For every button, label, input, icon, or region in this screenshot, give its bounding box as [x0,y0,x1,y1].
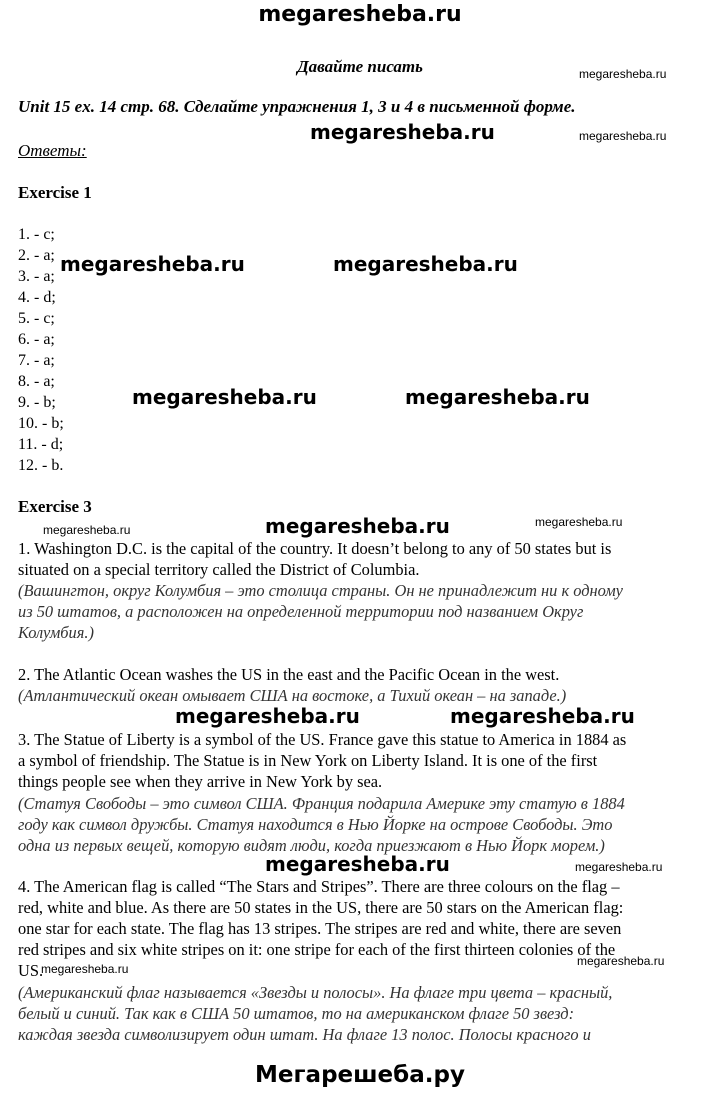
list-item: 9. - b; [18,394,56,411]
list-item: 2. - a; [18,247,55,264]
ex3-item3-en-line3: things people see when they arrive in New York by sea. [18,772,383,791]
ex3-item4-en-line3: one star for each state. The flag has 13 stripes. The stripes are red and white, there are seven [18,919,622,938]
watermark: megaresheba.ru [265,852,450,876]
ex3-item3-ru-line1: (Статуя Свободы – это символ США. Франция подарила Америке эту статую в 1884 [18,794,625,813]
watermark: megaresheba.ru [579,67,667,81]
list-item: 4. - d; [18,289,56,306]
watermark: megaresheba.ru [41,962,129,976]
ex3-item4-en-line2: red, white and blue. As there are 50 states in the US, there are 50 stars on the American flag: [18,898,624,917]
watermark: megaresheba.ru [132,385,317,409]
page-title: Давайте писать [297,57,423,76]
ex3-item1-en-line2: situated on a special territory called the District of Columbia. [18,560,420,579]
site-footer[interactable]: Мегарешеба.ру [255,1062,465,1088]
list-item: 5. - c; [18,310,55,327]
watermark: megaresheba.ru [60,252,245,276]
watermark: megaresheba.ru [333,252,518,276]
exercise1-answers [18,224,64,476]
ex3-item4-ru-line1: (Американский флаг называется «Звезды и полосы». На флаге три цвета – красный, [18,983,613,1002]
ex3-item1-ru-line3: Колумбия.) [18,623,94,642]
list-item: 3. - a; [18,268,55,285]
list-item: 6. - a; [18,331,55,348]
list-item: 10. - b; [18,415,64,432]
list-item: 7. - a; [18,352,55,369]
ex3-item4-en-line5: US. [18,961,44,980]
ex3-item4-en-line4: red stripes and six white stripes on it: one stripe for each of the first thirteen colonies of the [18,940,616,959]
answers-label: Ответы: [18,141,87,160]
list-item: 8. - a; [18,373,55,390]
watermark: megaresheba.ru [575,860,663,874]
list-item: 11. - d; [18,436,64,453]
ex3-item4-ru-line2: белый и синий. Так как в США 50 штатов, то на американском флаге 50 звезд: [18,1004,575,1023]
ex3-item2-ru-line1: (Атлантический океан омывает США на востоке, а Тихий океан – на западе.) [18,686,567,705]
ex3-item1-ru-line2: из 50 штатов, а расположен на определенной территории под названием Округ [18,602,584,621]
ex3-item1-ru-line1: (Вашингтон, округ Колумбия – это столица страны. Он не принадлежит ни к одному [18,581,623,600]
ex3-item4-en-line1: 4. The American flag is called “The Stars and Stripes”. There are three colours on the flag – [18,877,620,896]
watermark: megaresheba.ru [579,129,667,143]
ex3-item2-en-line1: 2. The Atlantic Ocean washes the US in the east and the Pacific Ocean in the west. [18,665,560,684]
watermark: megaresheba.ru [450,704,635,728]
watermark: megaresheba.ru [405,385,590,409]
exercise1-heading: Exercise 1 [18,183,92,202]
site-header[interactable]: megaresheba.ru [258,2,462,27]
watermark: megaresheba.ru [535,515,623,529]
watermark: megaresheba.ru [175,704,360,728]
watermark: megaresheba.ru [310,120,495,144]
list-item: 1. - c; [18,226,55,243]
task-heading: Unit 15 ex. 14 стр. 68. Сделайте упражнения 1, 3 и 4 в письменной форме. [18,97,576,116]
ex3-item3-ru-line3: одна из первых вещей, которую видят люди, когда приезжают в Нью Йорк морем.) [18,836,605,855]
ex3-item3-ru-line2: году как символ дружбы. Статуя находится в Нью Йорке на острове Свободы. Это [18,815,613,834]
ex3-item1-en-line1: 1. Washington D.C. is the capital of the country. It doesn’t belong to any of 50 states but is [18,539,612,558]
watermark: megaresheba.ru [265,514,450,538]
ex3-item3-en-line2: a symbol of friendship. The Statue is in New York on Liberty Island. It is one of the first [18,751,598,770]
watermark: megaresheba.ru [43,523,131,537]
exercise3-heading: Exercise 3 [18,497,92,516]
watermark: megaresheba.ru [577,954,665,968]
list-item: 12. - b. [18,457,64,474]
ex3-item3-en-line1: 3. The Statue of Liberty is a symbol of the US. France gave this statue to America in 1884 as [18,730,627,749]
ex3-item4-ru-line3: каждая звезда символизирует один штат. На флаге 13 полос. Полосы красного и [18,1025,591,1044]
